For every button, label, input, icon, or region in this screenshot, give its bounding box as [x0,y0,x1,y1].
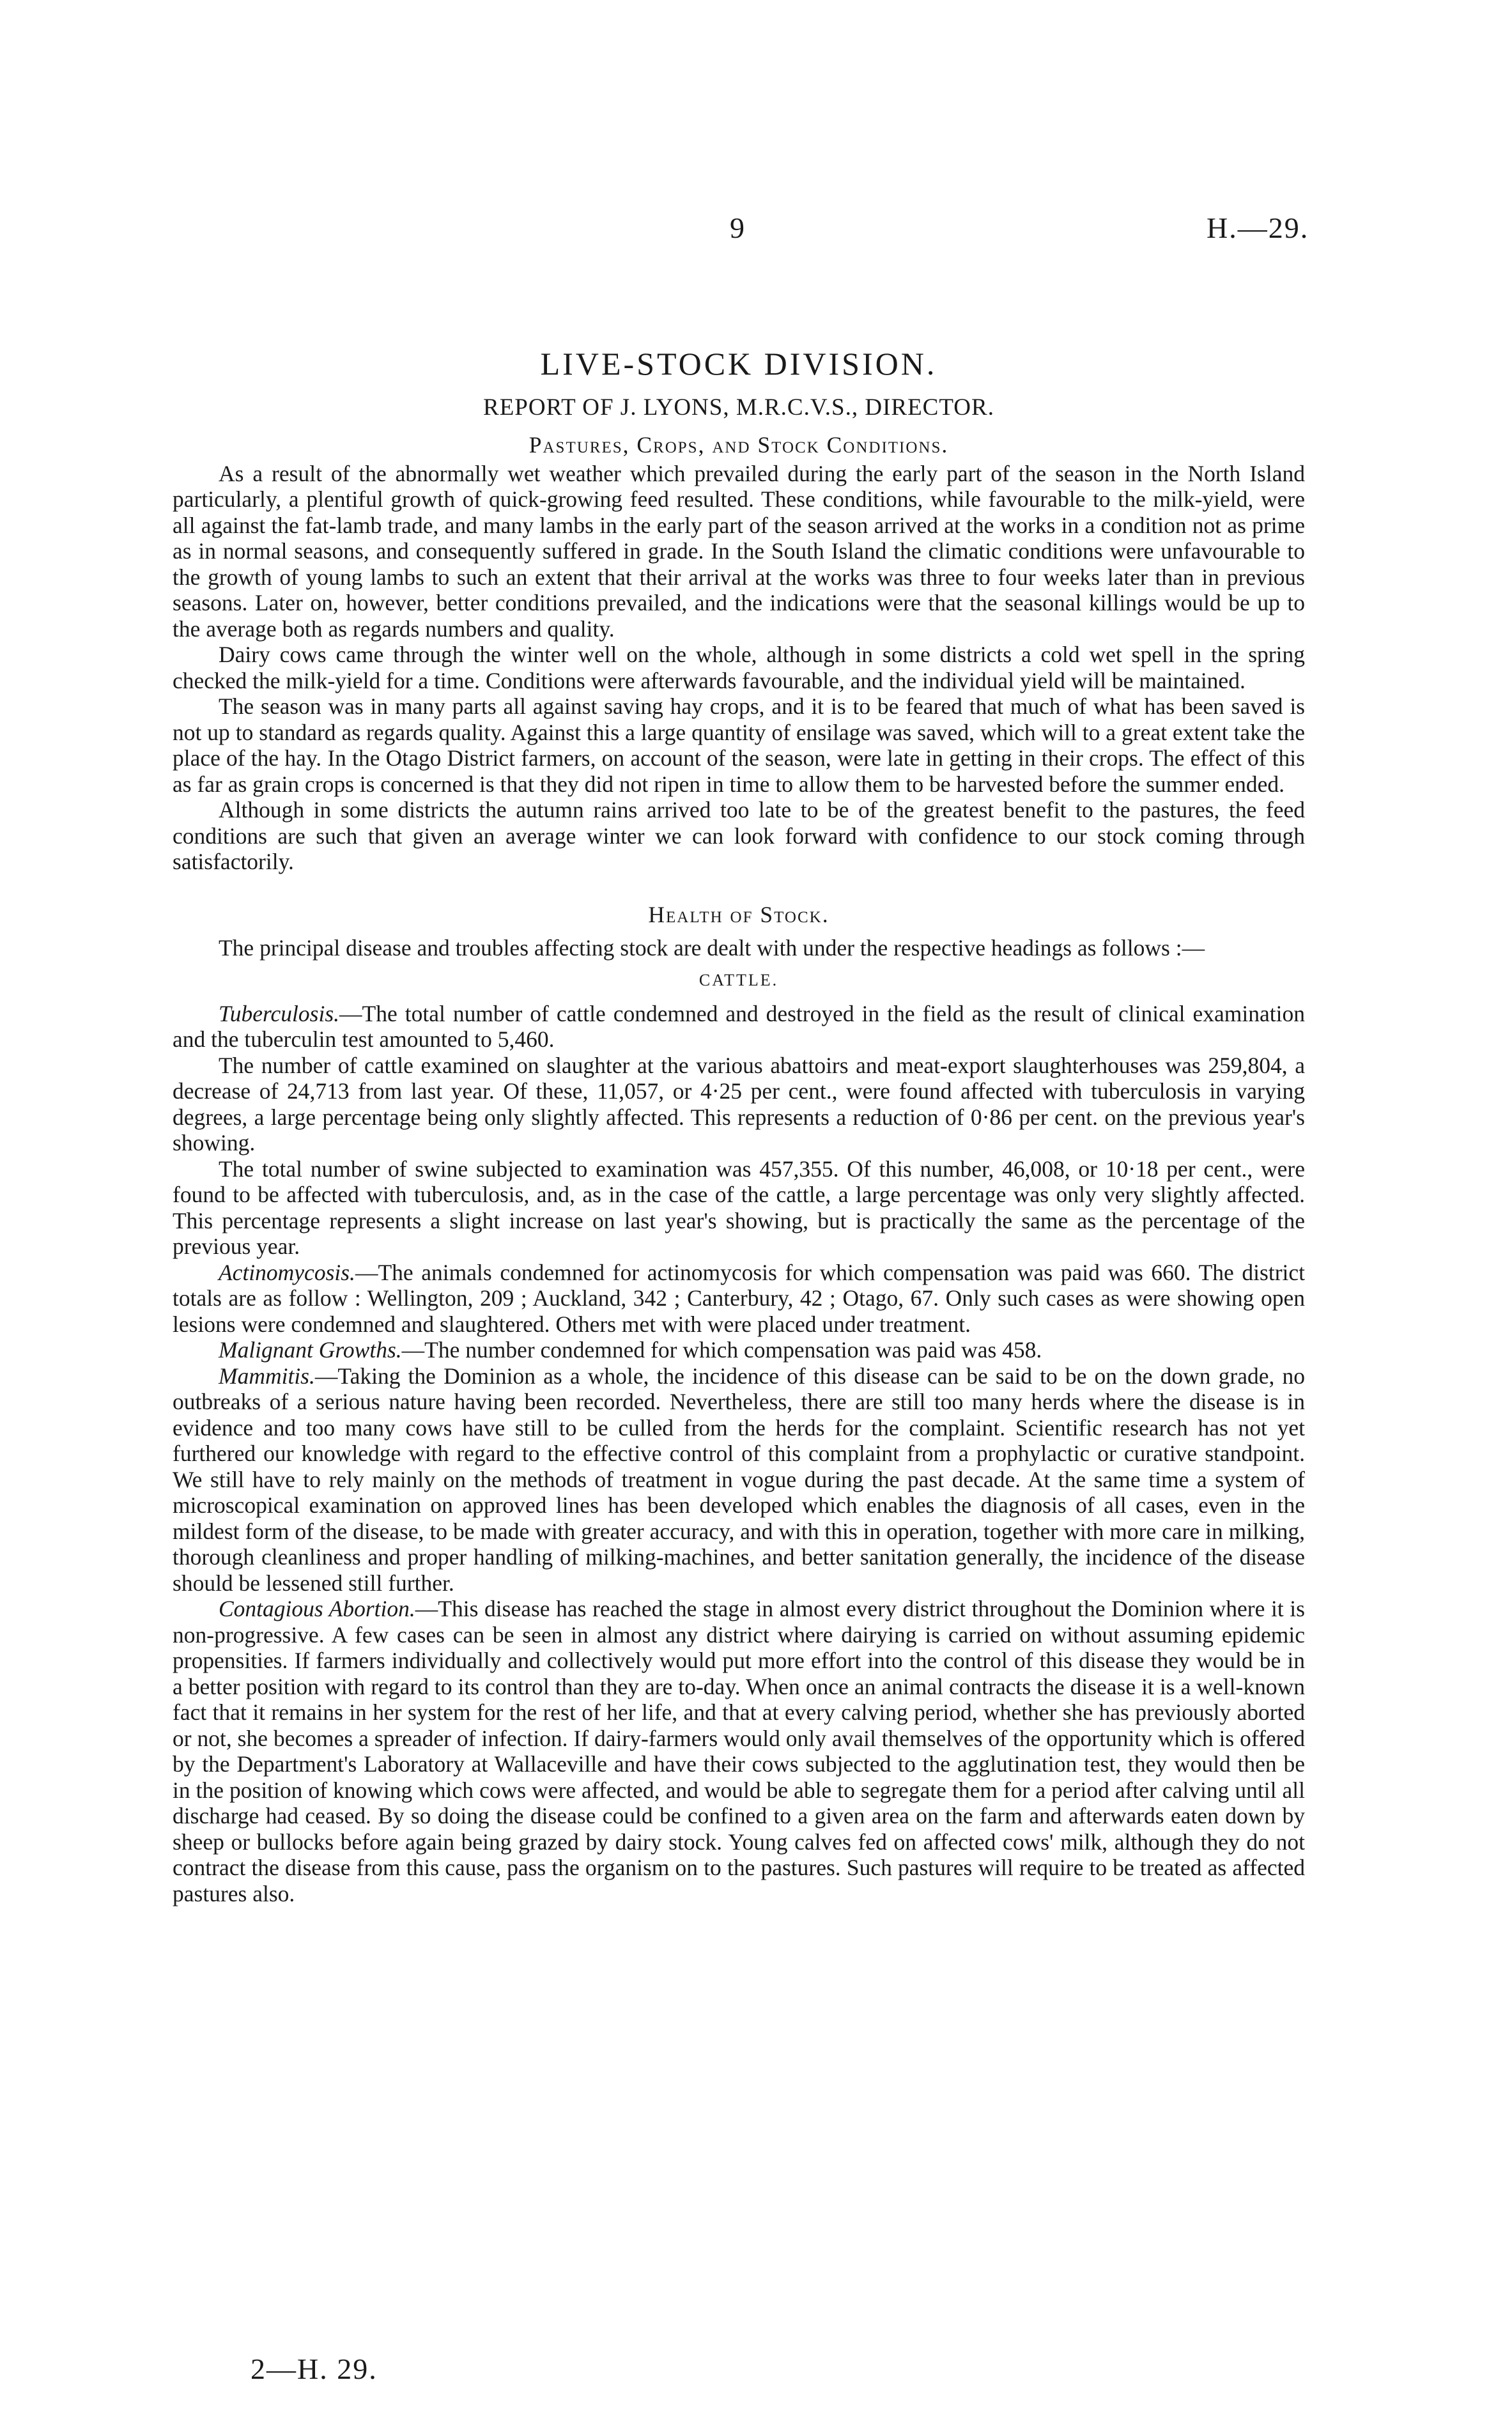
paragraph-text: —The animals condemned for actinomycosis for which compensation was paid was 660. The district totals are as follow : Wellington, 209 ; Auckland, 342 ; Canterbury, 42 ; Otago, 67. Only such cases as were showing open lesions were condemned and slaughtered. Others met with were placed under treatment. [173,1259,1305,1337]
page-number: 9 [730,212,744,244]
paragraph: Dairy cows came through the winter well on the whole, although in some districts a cold wet spell in the spring checked the milk-yield for a time. Conditions were afterwards favourable, and the individual yield will be maintained. [173,642,1305,693]
paragraph: The principal disease and troubles affecting stock are dealt with under the respective headings as follows :— [219,935,1205,961]
subheading-cattle: CATTLE. [698,970,779,989]
footer-signature: 2—H. 29. [251,2353,378,2385]
term-tuberculosis: Tuberculosis. [219,1000,340,1026]
term-malignant-growths: Malignant Growths. [219,1337,402,1363]
term-actinomycosis: Actinomycosis. [219,1259,355,1285]
paragraph: Although in some districts the autumn rains arrived too late to be of the greatest benefit to the pastures, the feed conditions are such that given an average winter we can look forward with confidence to our stock coming through satisfactorily. [173,797,1305,874]
term-contagious-abortion: Contagious Abortion. [219,1596,415,1621]
section-heading-health: Health of Stock. [648,901,829,927]
paragraph: The total number of swine subjected to examination was 457,355. Of this number, 46,008, or 10·18 per cent., were found to be affected with tuberculosis, and, as in the case of the cattle, a large percentage was only very slightly affected. This percentage represents a slight increase on last year's showing, but is practically the same as the percentage of the previous year. [173,1156,1305,1259]
section-heading-pastures: Pastures, Crops, and Stock Conditions. [528,432,949,458]
paragraph: The season was in many parts all against saving hay crops, and it is to be feared that much of what has been saved is not up to standard as regards quality. Against this a large quantity of ensilage was saved, which will to a great extent take the place of the hay. In the Otago District farmers, on account of the season, were late in getting in their crops. The effect of this as far as grain crops is concerned is that they did not ripen in time to allow them to be harvested before the summer ended. [173,693,1305,797]
paragraph-text: —The total number of cattle condemned and destroyed in the field as the result of clinical examination and the tuberculin test amounted to 5,460. [173,1000,1305,1052]
paragraph-actinomycosis [173,1260,1305,1338]
report-body [173,345,1305,1906]
paragraph-mammitis [173,1363,1305,1597]
paragraph-tuberculosis [173,1001,1305,1053]
paragraph: As a result of the abnormally wet weather which prevailed during the early part of the season in the North Island particularly, a plentiful growth of quick-growing feed resulted. These conditions, while favourable to the milk-yield, were all against the fat-lamb trade, and many lambs in the early part of the season arrived at the works in a condition not as prime as in normal seasons, and consequently suffered in grade. In the South Island the climatic conditions were unfavourable to the growth of young lambs to such an extent that their arrival at the works was three to four weeks later than in previous seasons. Later on, however, better conditions prevailed, and the indications were that the seasonal killings would be up to the average both as regards numbers and quality. [173,460,1305,642]
paragraph-text: —This disease has reached the stage in almost every district throughout the Dominion where it is non-progressive. A few cases can be seen in almost any district where dairying is carried on without assuming epidemic propensities. If farmers individually and collectively would put more effort into the control of this disease they would be in a better position with regard to its control than they are to-day. When once an animal contracts the disease it is a well-known fact that it remains in her system for the rest of her life, and that at every calving period, whether she has previously aborted or not, she becomes a spreader of infection. If dairy-farmers would only avail themselves of the opportunity which is offered by the Department's Laboratory at Wallaceville and have their cows subjected to the agglutination test, they would then be in the position of knowing which cows were affected, and would be able to segregate them for a period after calving until all discharge had ceased. By so doing the disease could be confined to a given area on the farm and afterwards eaten down by sheep or bullocks before again being grazed by dairy stock. Young calves fed on affected cows' milk, although they do not contract the disease from this cause, pass the organism on to the pastures. Such pastures will require to be treated as affected pastures also. [173,1596,1305,1906]
paragraph-text: —The number condemned for which compensation was paid was 458. [401,1337,1042,1363]
paragraph-contagious-abortion [173,1596,1305,1906]
paragraph-text: —Taking the Dominion as a whole, the incidence of this disease can be said to be on the down grade, no outbreaks of a serious nature having been recorded. Nevertheless, there are still too many herds where the disease is in evidence and too many cows have still to be culled from the herds for the complaint. Scientific research has not yet furthered our knowledge with regard to the effective control of this complaint from a prophylactic or curative standpoint. We still have to rely mainly on the methods of treatment in vogue during the past decade. At the same time a system of microscopical examination on approved lines has been developed which enables the diagnosis of all cases, even in the mildest form of the disease, to be made with greater accuracy, and with this in operation, together with more care in milking, thorough cleanliness and proper handling of milking-machines, and better sanitation generally, the incidence of the disease should be lessened still further. [173,1363,1305,1596]
document-reference: H.—29. [1207,212,1309,244]
term-mammitis: Mammitis. [219,1363,315,1389]
page-header [0,211,1512,249]
paragraph: The number of cattle examined on slaughter at the various abattoirs and meat-export slaughterhouses was 259,804, a decrease of 24,713 from last year. Of these, 11,057, or 4·25 per cent., were found affected with tuberculosis in varying degrees, a large percentage being only slightly affected. This represents a reduction of 0·86 per cent. on the previous year's showing. [173,1052,1305,1156]
division-title: LIVE-STOCK DIVISION. [540,346,937,382]
paragraph-malignant-growths [173,1337,1305,1363]
report-subtitle: REPORT OF J. LYONS, M.R.C.V.S., DIRECTOR. [483,394,994,421]
